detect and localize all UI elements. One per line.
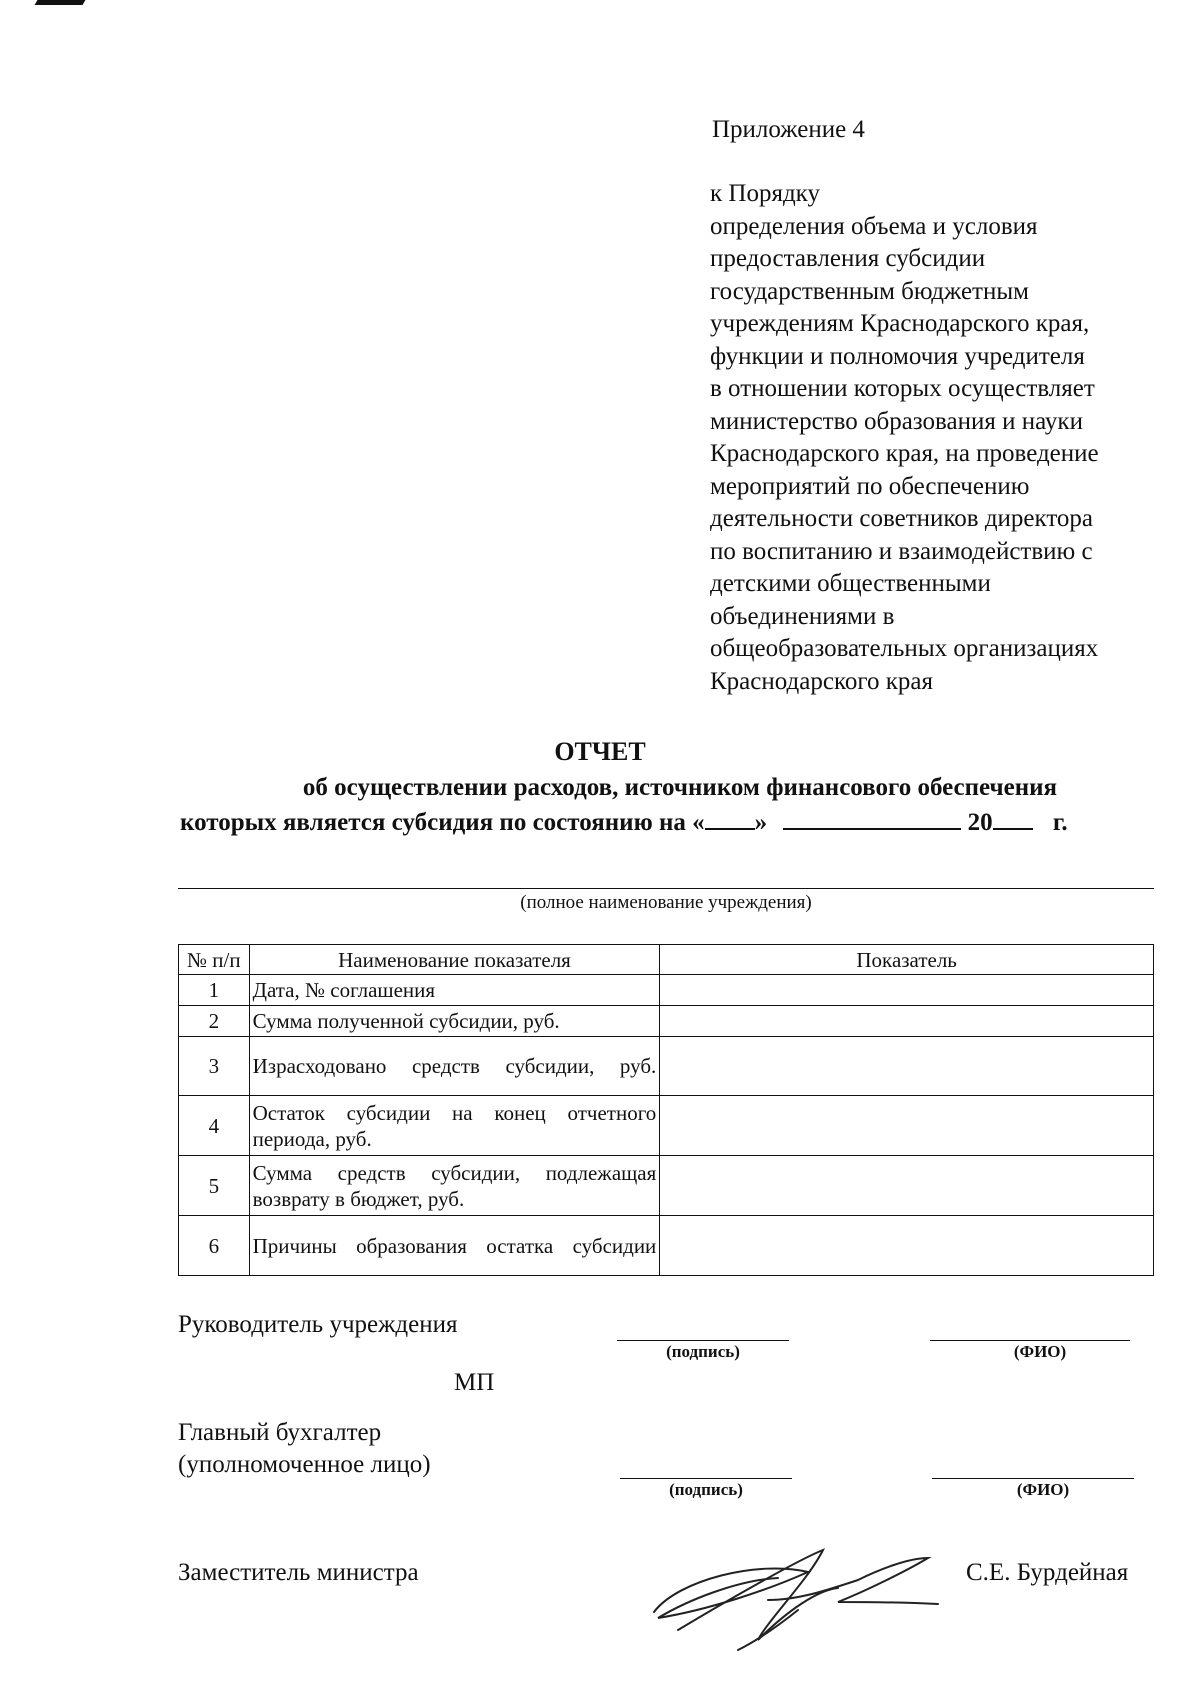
accountant-name-caption: (ФИО) [1016, 1480, 1070, 1499]
row-name [249, 1037, 660, 1096]
row-value [660, 1156, 1154, 1216]
appendix-line: детскими общественными [710, 570, 991, 597]
appendix-line: функции и полномочия учредителя [710, 342, 1085, 370]
row-name-text: Причины образования остатка субсидии [252, 1233, 657, 1258]
appendix-line: к Порядку [710, 180, 820, 207]
table-row [179, 975, 1154, 1006]
scan-artifact [35, 0, 86, 5]
row-name-text: Израсходовано средств субсидии, руб. [252, 1054, 657, 1078]
header-value: Показатель [660, 945, 1154, 975]
row-num: 3 [179, 1037, 250, 1096]
row-value [660, 1216, 1154, 1276]
table-row [179, 1216, 1154, 1276]
month-blank [783, 806, 961, 830]
row-name [249, 1216, 660, 1276]
appendix-line: учреждениям Краснодарского края, [710, 310, 1090, 337]
year-blank [993, 806, 1033, 830]
row-num: 4 [179, 1096, 250, 1156]
head-signature-caption: (подпись) [666, 1342, 740, 1361]
deputy-label: Заместитель министра [178, 1559, 419, 1586]
org-name-caption: (полное наименование учреждения) [520, 892, 812, 913]
table-row [179, 1037, 1154, 1096]
appendix-line: деятельности советников директора [710, 505, 1094, 532]
report-subtitle-line2 [180, 806, 1068, 839]
accountant-label-1: Главный бухгалтер [178, 1419, 382, 1446]
appendix-body [710, 178, 1190, 698]
table-row [179, 1006, 1154, 1037]
header-name: Наименование показателя [249, 945, 660, 975]
appendix-line: предоставления субсидии [710, 245, 986, 272]
accountant-signature-caption: (подпись) [669, 1480, 743, 1499]
table-row [179, 1156, 1154, 1216]
row-num: 1 [179, 975, 250, 1006]
appendix-line: мероприятий по обеспечению [710, 472, 1030, 500]
row-value [660, 1096, 1154, 1156]
row-value [660, 975, 1154, 1006]
deputy-name: С.Е. Бурдейная [966, 1559, 1129, 1586]
row-name: Остаток субсидии на конец отчетного периода, руб. [249, 1096, 660, 1156]
row-num: 2 [179, 1006, 250, 1037]
accountant-label-2: (уполномоченное лицо) [178, 1451, 431, 1478]
head-name-line [930, 1340, 1130, 1341]
row-name: Сумма полученной субсидии, руб. [249, 1006, 660, 1037]
quote-close: » [754, 809, 768, 836]
appendix-line: Краснодарского края, на проведение [710, 440, 1099, 467]
accountant-signature-line [620, 1478, 792, 1479]
appendix-line: в отношении которых осуществляет [710, 375, 1095, 402]
head-label: Руководитель учреждения [178, 1311, 458, 1338]
org-name-line [178, 888, 1154, 889]
accountant-name-line [932, 1478, 1134, 1479]
row-name: Сумма средств субсидии, подлежащая возврату в бюджет, руб. [249, 1156, 660, 1216]
row-num: 5 [179, 1156, 250, 1216]
head-name-caption: (ФИО) [1013, 1342, 1067, 1361]
table-row [179, 1096, 1154, 1156]
appendix-line: общеобразовательных организациях [710, 635, 1099, 662]
stamp-label: МП [454, 1369, 495, 1396]
year-suffix: г. [1052, 809, 1068, 836]
handwritten-signature [648, 1530, 948, 1660]
appendix-title: Приложение 4 [712, 116, 865, 143]
appendix-line: Краснодарского края [710, 667, 933, 695]
appendix-line: министерство образования и науки [710, 407, 1083, 435]
row-value [660, 1006, 1154, 1037]
year-prefix: 20 [967, 809, 993, 836]
table-header-row [179, 945, 1154, 975]
report-line2-prefix: которых является субсидия по состоянию на « [180, 809, 705, 836]
appendix-line: государственным бюджетным [710, 277, 1029, 305]
appendix-line: объединениями в [710, 602, 895, 630]
report-title: ОТЧЕТ [554, 737, 646, 766]
appendix-line: определения объема и условия [710, 212, 1038, 240]
row-name: Дата, № соглашения [249, 975, 660, 1006]
row-value [660, 1037, 1154, 1096]
report-subtitle-line1: об осуществлении расходов, источником финансового обеспечения [302, 774, 1058, 801]
report-table [178, 944, 1154, 1276]
head-signature-line [617, 1340, 789, 1341]
row-num: 6 [179, 1216, 250, 1276]
header-num: № п/п [179, 945, 250, 975]
day-blank [705, 806, 755, 830]
appendix-line: по воспитанию и взаимодействию с [710, 537, 1093, 565]
